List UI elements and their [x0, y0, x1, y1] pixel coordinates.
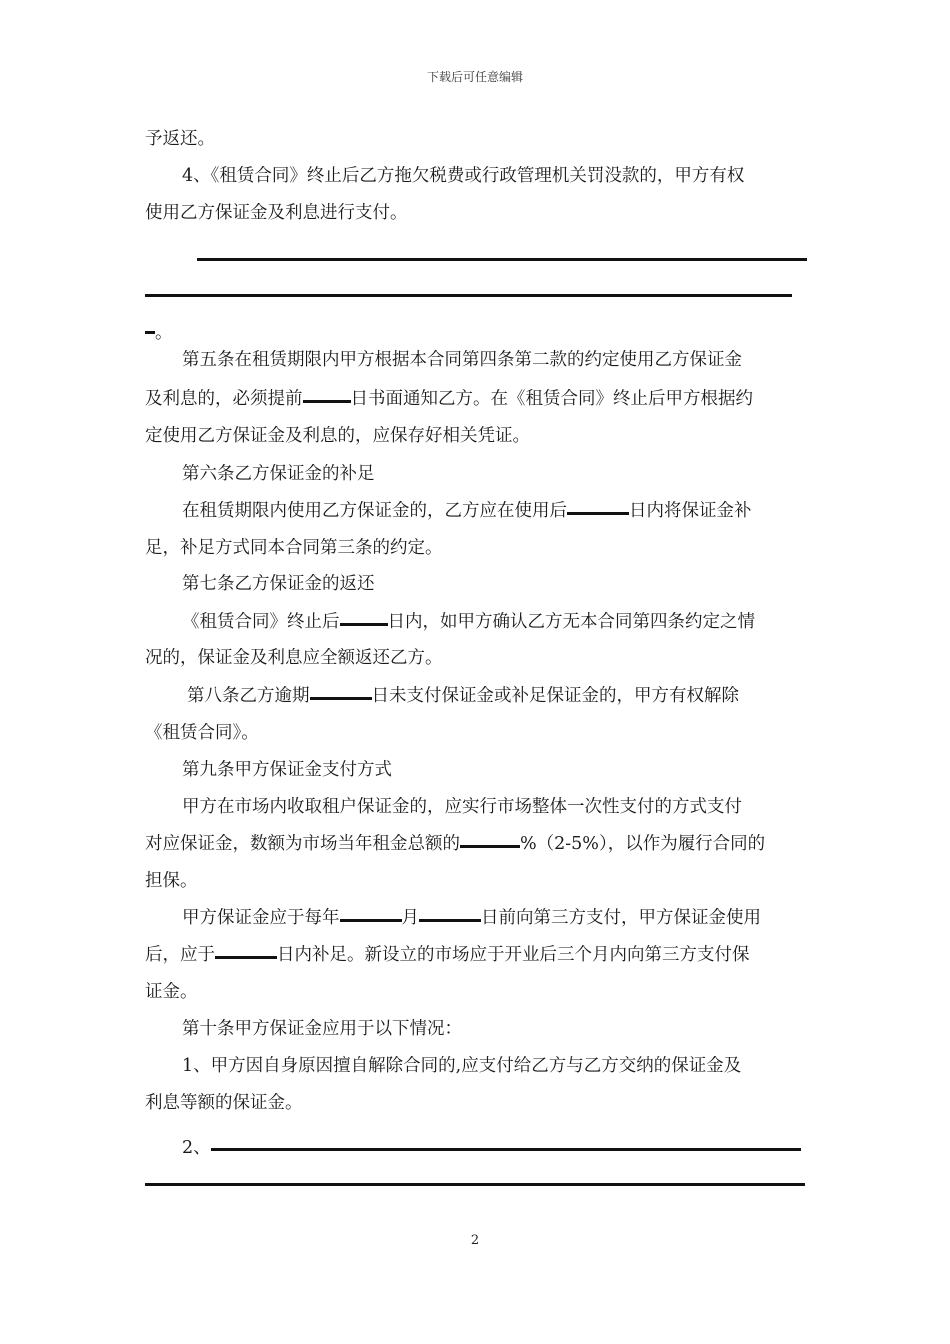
- body-line: 证金。: [145, 982, 198, 1002]
- body-line: 利息等额的保证金。: [145, 1093, 303, 1113]
- clause-2-line: 2、: [182, 1136, 801, 1160]
- fill-rule: [145, 1173, 805, 1197]
- fill-blank: [215, 956, 277, 959]
- fill-blank: [310, 697, 372, 700]
- article-7-heading: 第七条乙方保证金的返还: [182, 574, 375, 594]
- body-line: 《租赁合同》。: [145, 723, 259, 743]
- body-line: 况的，保证金及利息应全额返还乙方。: [145, 648, 443, 668]
- body-line: 予返还。: [145, 129, 215, 149]
- body-line: 《租赁合同》终止后 日内，如甲方确认乙方无本合同第四条约定之情: [182, 612, 755, 632]
- article-6-heading: 第六条乙方保证金的补足: [182, 464, 375, 484]
- body-line: 对应保证金，数额为市场当年租金总额的 %（2-5%），以作为履行合同的: [145, 834, 766, 854]
- article-10-heading: 第十条甲方保证金应用于以下情况：: [182, 1019, 462, 1039]
- fill-blank: [303, 400, 351, 403]
- fill-blank: [340, 919, 402, 922]
- page-number: 2: [470, 1233, 480, 1248]
- fill-rule-end: 。: [145, 321, 173, 345]
- body-line: 足，补足方式同本合同第三条的约定。: [145, 538, 443, 558]
- fill-blank: [567, 512, 629, 515]
- fill-blank: [419, 919, 481, 922]
- body-line: 在租赁期限内使用乙方保证金的，乙方应在使用后 日内将保证金补: [182, 501, 752, 521]
- body-line: 甲方保证金应于每年 月 日前向第三方支付，甲方保证金使用: [182, 908, 761, 928]
- body-line: 定使用乙方保证金及利息的，应保存好相关凭证。: [145, 426, 530, 446]
- clause-4-line: 4、《租赁合同》终止后乙方拖欠税费或行政管理机关罚没款的，甲方有权: [182, 166, 745, 186]
- body-line: 1、甲方因自身原因擅自解除合同的,应支付给乙方与乙方交纳的保证金及: [182, 1056, 742, 1076]
- fill-rule: [197, 248, 807, 272]
- page-header-note: 下载后可任意编辑: [426, 70, 523, 84]
- body-line: 担保。: [145, 871, 198, 891]
- fill-rule: [145, 284, 792, 308]
- body-line: 使用乙方保证金及利息进行支付。: [145, 203, 408, 223]
- fill-blank: [460, 845, 520, 848]
- body-line: 后，应于 日内补足。新设立的市场应于开业后三个月内向第三方支付保: [145, 945, 750, 965]
- body-line: 及利息的，必须提前 日书面通知乙方。在《租赁合同》终止后甲方根据约: [145, 389, 753, 409]
- body-line: 甲方在市场内收取租户保证金的，应实行市场整体一次性支付的方式支付: [182, 797, 742, 817]
- fill-blank: [340, 623, 388, 626]
- article-5-line: 第五条在租赁期限内甲方根据本合同第四条第二款的约定使用乙方保证金: [182, 350, 742, 370]
- article-9-heading: 第九条甲方保证金支付方式: [182, 760, 392, 780]
- article-8-line: 第八条乙方逾期 日未支付保证金或补足保证金的，甲方有权解除: [187, 686, 739, 706]
